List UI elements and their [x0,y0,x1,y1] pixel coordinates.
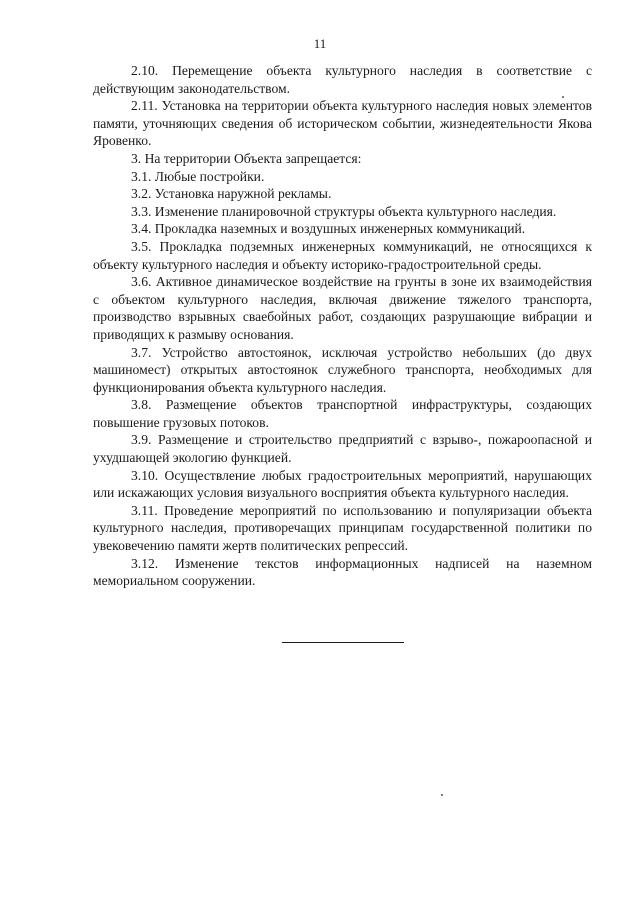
paragraph-2-11: 2.11. Установка на территории объекта культурного наследия новых элементов памяти, уточняющих сведения об историческом событии, жизнедеятельности Якова Яровенко. [93,98,592,149]
paragraph-3-heading: 3. На территории Объекта запрещается: [131,150,362,166]
page-number: 11 [313,36,327,51]
paragraph-3-6: 3.6. Активное динамическое воздействие на грунты в зоне их взаимодействия с объектом культурного наследия, включая движение тяжелого транспорта, производство взрывных сваебойных работ, создающих разрушающие вибрации и приводящих к размыву основания. [93,274,592,342]
document-body [93,62,592,590]
paragraph-3-4: 3.4. Прокладка наземных и воздушных инженерных коммуникаций. [131,221,526,237]
scan-speck [562,96,564,98]
paragraph-3-5: 3.5. Прокладка подземных инженерных коммуникаций, не относящихся к объекту культурного наследия и объекту историко-градостроительной среды. [93,238,592,272]
paragraph-3-8: 3.8. Размещение объектов транспортной инфраструктуры, создающих повышение грузовых потоков. [93,397,592,430]
paragraph-3-1: 3.1. Любые постройки. [131,168,265,184]
paragraph-2-10: 2.10. Перемещение объекта культурного наследия в соответствие с действующим законодательством. [93,63,592,96]
paragraph-3-9: 3.9. Размещение и строительство предприятий с взрыво-, пожароопасной и ухудшающей экологию функцией. [93,432,592,466]
paragraph-3-10: 3.10. Осуществление любых градостроительных мероприятий, нарушающих или искажающих условия визуального восприятия объекта культурного наследия. [93,467,592,501]
paragraph-3-2: 3.2. Установка наружной рекламы. [131,186,332,202]
end-of-text-rule [282,642,404,643]
paragraph-3-3: 3.3. Изменение планировочной структуры объекта культурного наследия. [131,203,557,219]
paragraph-3-7: 3.7. Устройство автостоянок, исключая устройство небольших (до двух машиномест) открытых автостоянок служебного транспорта, необходимых для функционирования объекта культурного наследия. [93,344,592,395]
scan-speck [441,794,443,796]
paragraph-3-12: 3.12. Изменение текстов информационных надписей на наземном мемориальном сооружении. [93,555,592,589]
paragraph-3-11: 3.11. Проведение мероприятий по использованию и популяризации объекта культурного наследия, противоречащих принципам государственной политики по увековечению памяти жертв политических репрессий. [93,502,592,554]
